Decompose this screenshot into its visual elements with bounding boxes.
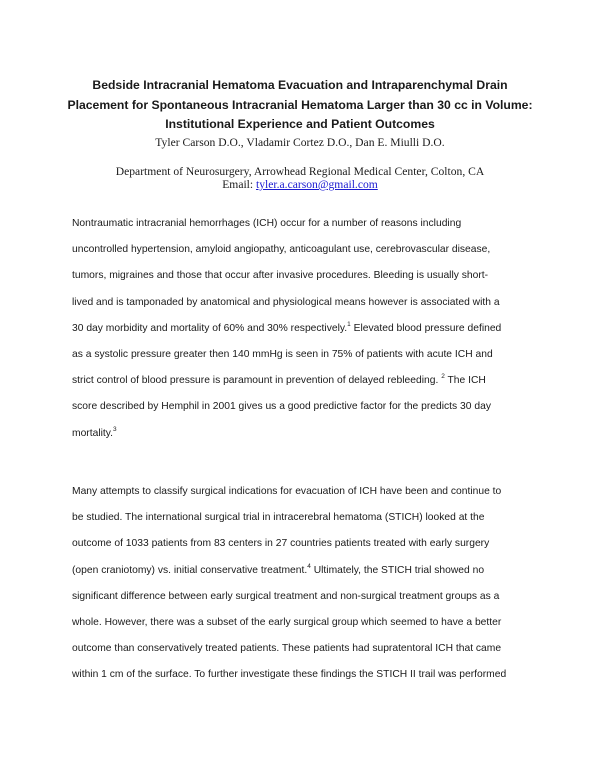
text-line [72, 427, 534, 453]
text-line: Nontraumatic intracranial hemorrhages (ICH) occur for a number of reasons including [72, 218, 462, 229]
text-line [72, 564, 534, 590]
affiliation-block [0, 165, 600, 191]
footnote-ref-3[interactable]: 3 [113, 425, 117, 433]
text-span: 30 day morbidity and mortality of 60% and 30% respectively. [72, 322, 348, 334]
text-span: The ICH [444, 375, 486, 387]
paragraph-2 [72, 485, 534, 695]
text-line: whole. However, there was a subset of the early surgical group which seemed to have a better [72, 616, 502, 628]
text-line: be studied. The international surgical trial in intracerebral hematoma (STICH) looked at the [72, 512, 485, 524]
text-line: score described by Hemphil in 2001 gives us a good predictive factor for the predicts 30 day [72, 401, 491, 413]
text-span: Elevated blood pressure defined [350, 322, 502, 334]
email-line [0, 178, 600, 191]
affiliation: Department of Neurosurgery, Arrowhead Regional Medical Center, Colton, CA [115, 165, 485, 178]
text-line: significant difference between early surgical treatment and non-surgical treatment groups as a [72, 590, 500, 602]
footnote-ref-1[interactable]: 1 [347, 320, 351, 328]
text-line [72, 322, 534, 348]
text-line: within 1 cm of the surface. To further investigate these findings the STICH II trail was performed [72, 669, 507, 681]
text-line: lived and is tamponaded by anatomical and physiological means however is associated with a [72, 296, 500, 308]
text-line: as a systolic pressure greater then 140 mmHg is seen in 75% of patients with acute ICH and [72, 348, 493, 360]
text-span: Ultimately, the STICH trial showed no [310, 564, 485, 576]
title-line-2: Placement for Spontaneous Intracranial Hematoma Larger than 30 cc in Volume: [67, 97, 533, 112]
paragraph-1 [72, 217, 534, 453]
text-line: uncontrolled hypertension, amyloid angiopathy, anticoagulant use, cerebrovascular disease, [72, 244, 491, 256]
title-line-3: Institutional Experience and Patient Outcomes [165, 117, 435, 131]
text-line [72, 374, 534, 400]
title-line-1: Bedside Intracranial Hematoma Evacuation and Intraparenchymal Drain [92, 78, 508, 92]
footnote-ref-4[interactable]: 4 [307, 562, 311, 570]
text-line: tumors, migraines and those that occur after invasive procedures. Bleeding is usually short- [72, 270, 489, 282]
text-span: (open craniotomy) vs. initial conservative treatment. [72, 564, 308, 576]
email-label: Email: [222, 178, 257, 191]
paper-title [60, 76, 540, 135]
author-list: Tyler Carson D.O., Vladamir Cortez D.O., Dan E. Miulli D.O. [155, 136, 445, 149]
text-line: outcome than conservatively treated patients. These patients had supratentoral ICH that came [72, 643, 502, 655]
text-line: outcome of 1033 patients from 83 centers in 27 countries patients treated with early surgery [72, 538, 490, 550]
text-span: strict control of blood pressure is paramount in prevention of delayed rebleeding. [72, 375, 442, 387]
text-span: mortality. [72, 427, 114, 439]
footnote-ref-2[interactable]: 2 [441, 373, 445, 381]
email-link[interactable]: tyler.a.carson@gmail.com [256, 178, 378, 191]
text-line: Many attempts to classify surgical indications for evacuation of ICH have been and continue to [72, 486, 502, 497]
